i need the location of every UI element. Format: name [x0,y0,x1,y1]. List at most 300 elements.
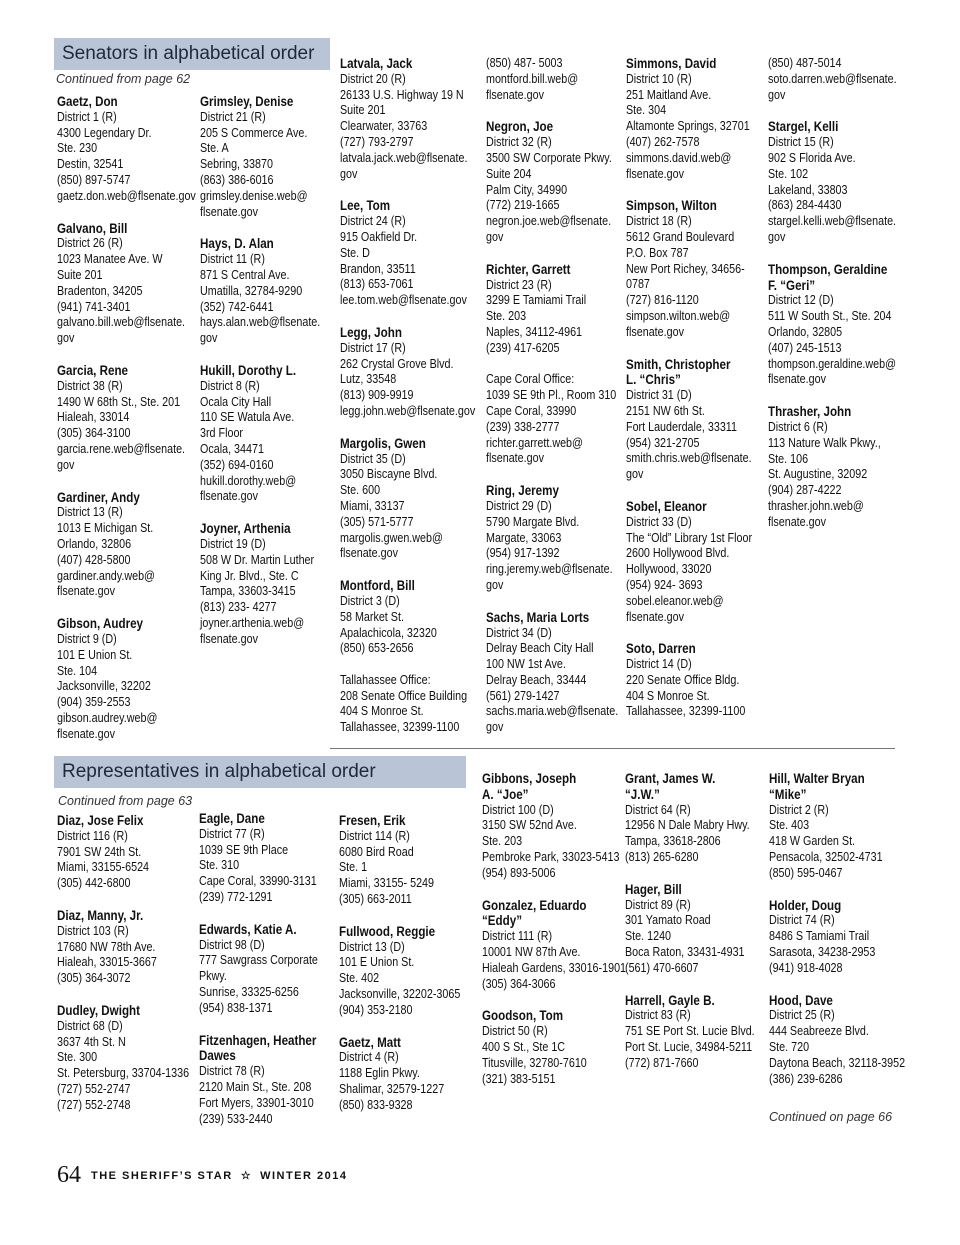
contact-line: 404 S Monroe St. [340,704,424,719]
representative-entry [199,1033,345,1128]
member-name: Smith, Christopher [626,356,731,372]
member-name: Goodson, Tom [482,1008,564,1024]
contact-line: 101 E Union St. [57,647,133,662]
senators-column-2 [200,94,348,664]
contact-line: flsenate.gov [200,204,258,219]
member-name: Gibson, Audrey [57,616,144,632]
contact-line: Pensacola, 32502-4731 [769,849,883,864]
contact-line: 205 S Commerce Ave. [200,125,308,140]
contact-line: 404 S Monroe St. [626,688,710,703]
contact-line: Cape Coral, 33990 [486,403,577,418]
senator-entry [626,357,772,483]
contact-line: District 4 (R) [339,1050,399,1065]
contact-line: gov [57,331,75,346]
member-name: Hays, D. Alan [200,236,274,252]
contact-line: District 17 (R) [340,340,406,355]
representative-entry [482,898,628,993]
email-text: joyner.arthenia.web@ [200,615,305,630]
contact-line: 26133 U.S. Highway 19 N [340,87,464,102]
contact-line: 902 S Florida Ave. [768,150,856,165]
contact-line: King Jr. Blvd., Ste. C [200,568,299,583]
contact-line: (561) 470-6607 [625,960,699,975]
contact-line: Ste. 403 [769,818,810,833]
senator-entry [486,262,632,467]
contact-line: District 1 (R) [57,109,117,124]
member-name: Hill, Walter Bryan [769,771,865,786]
contact-line: Ste. 203 [486,309,527,324]
contact-line: 262 Crystal Grove Blvd. [340,356,454,371]
contact-line: 301 Yamato Road [625,913,711,928]
contact-line: District 3 (D) [340,593,400,608]
magazine-title: THE SHERIFF’S STAR [91,1169,233,1182]
contact-line: (561) 279-1427 [486,688,560,703]
member-name: Hager, Bill [625,881,682,897]
email-text: thompson.geraldine.web@ [768,356,897,371]
contact-line: 2600 Hollywood Blvd. [626,546,730,561]
contact-line: 3050 Biscayne Blvd. [340,467,438,482]
contact-line: Cape Coral, 33990-3131 [199,874,317,889]
senator-entry [340,56,486,182]
member-name: Eagle, Dane [199,811,265,826]
contact-line: (954) 917-1392 [486,546,560,561]
email-text: hukill.dorothy.web@ [200,473,297,488]
contact-line: (850) 487-5014 [768,56,842,70]
member-name: Gaetz, Matt [339,1034,401,1050]
contact-line: 3637 4th St. N [57,1034,126,1049]
representative-entry [339,813,485,908]
contact-line: District 23 (R) [486,277,552,292]
representatives-column-5 [625,771,773,1088]
contact-line: 58 Market St. [340,609,404,624]
contact-line: Suite 201 [340,103,386,118]
contact-line: 1013 E Michigan St. [57,521,154,536]
contact-line: 2120 Main St., Ste. 208 [199,1079,312,1094]
senator-entry [57,363,203,474]
representatives-column-6 [769,771,917,1103]
representative-entry [625,771,771,866]
contact-line: Boca Raton, 33431-4931 [625,944,745,959]
contact-line: Altamonte Springs, 32701 [626,119,750,134]
contact-line: 7901 SW 24th St. [57,844,142,859]
member-name: Harrell, Gayle B. [625,992,715,1008]
contact-line: (850) 653-2656 [340,641,414,656]
contact-line: Sebring, 33870 [200,157,273,172]
page-footer [57,1162,348,1189]
contact-line: Lakeland, 33803 [768,182,848,197]
contact-line: 3500 SW Corporate Pkwy. [486,150,612,165]
contact-line: (239) 338-2777 [486,419,560,434]
email-text: negron.joe.web@flsenate. [486,214,612,229]
email-text: richter.garrett.web@ [486,435,583,450]
member-name: Holder, Doug [769,897,842,913]
contact-line: Hialeah, 33014 [57,410,130,425]
contact-line: (727) 816-1120 [626,293,699,308]
contact-line: Tallahassee, 32399-1100 [340,720,460,735]
contact-line: Hialeah Gardens, 33016-1901 [482,960,627,975]
email-text: thrasher.john.web@ [768,498,864,513]
member-name: Legg, John [340,324,402,340]
contact-line: Tallahassee, 32399-1100 [626,704,746,719]
member-name: Fresen, Erik [339,813,406,828]
representative-entry [769,771,915,882]
email-text: simmons.david.web@ [626,150,732,165]
representative-entry [199,922,345,1017]
contact-line: gov [340,166,358,181]
member-name: Soto, Darren [626,641,696,657]
contact-line: District 74 (R) [769,913,835,928]
contact-line: Apalachicola, 32320 [340,625,437,640]
contact-line: Ste. 1240 [625,929,672,944]
contact-line: Ste. 310 [199,858,240,873]
senator-entry [200,94,346,220]
contact-line: (352) 694-0160 [200,457,274,472]
contact-line: Ste. 106 [768,451,809,466]
contact-line: 508 W Dr. Martin Luther [200,552,315,567]
member-name: Fullwood, Reggie [339,923,436,939]
senator-entry [340,436,486,562]
contact-line: 251 Maitland Ave. [626,87,712,102]
contact-line: (954) 838-1371 [199,1000,273,1015]
member-name: Gaetz, Don [57,94,118,109]
senator-entry [200,521,346,647]
contact-line: 3150 SW 52nd Ave. [482,818,577,833]
representatives-column-1 [57,813,205,1130]
contact-line: (727) 552-2748 [57,1097,131,1112]
contact-line: gov [486,229,504,244]
senators-column-6 [768,56,916,547]
contact-line: 110 SE Watula Ave. [200,410,295,425]
contact-line: District 31 (D) [626,388,692,403]
contact-line: District 64 (R) [625,802,691,817]
contact-line: The “Old” Library 1st Floor [626,530,753,545]
contact-line: District 13 (R) [57,505,123,520]
contact-line: Suite 201 [57,267,103,282]
contact-line: (813) 909-9919 [340,388,414,403]
contact-line: District 114 (R) [339,828,410,843]
contact-line: Miami, 33155- 5249 [339,876,435,891]
contact-line: District 35 (D) [340,451,406,466]
contact-line: 3rd Floor [200,426,244,441]
contact-line: District 29 (D) [486,498,552,513]
contact-line: Ste. 203 [482,834,523,849]
senator-entry [486,56,632,103]
contact-line: flsenate.gov [57,584,115,599]
member-name: Edwards, Katie A. [199,921,297,937]
senators-column-5 [626,56,774,736]
contact-line: Port St. Lucie, 34984-5211 [625,1039,753,1054]
senator-entry [768,56,914,103]
contact-line: 511 W South St., Ste. 204 [768,309,892,324]
contact-line: Jacksonville, 32202-3065 [339,986,461,1001]
contact-line: 101 E Union St. [339,955,415,970]
contact-line: gov [57,457,75,472]
contact-line: (239) 772-1291 [199,889,273,904]
contact-line: Pkwy. [199,969,227,984]
contact-line: District 89 (R) [625,897,691,912]
email-text: hays.alan.web@flsenate. [200,315,321,330]
senator-entry [340,578,486,736]
contact-line: District 14 (D) [626,657,692,672]
contact-line: Destin, 32541 [57,157,124,172]
contact-line: flsenate.gov [626,609,684,624]
email-text: sobel.eleanor.web@ [626,593,724,608]
member-name: Gibbons, Joseph [482,771,577,786]
contact-line: 915 Oakfield Dr. [340,229,418,244]
member-name: Thompson, Geraldine [768,261,888,277]
contact-line: Ste. 304 [626,103,667,118]
contact-line: District 19 (D) [200,536,266,551]
representative-entry [769,993,915,1088]
member-name: Hukill, Dorothy L. [200,362,297,378]
contact-line: District 25 (R) [769,1008,835,1023]
contact-line: 17680 NW 78th Ave. [57,939,156,954]
contact-line: Margate, 33063 [486,530,562,545]
contact-line: (813) 265-6280 [625,849,699,864]
issue-label: WINTER 2014 [260,1169,348,1182]
representative-entry [482,1008,628,1087]
contact-line: flsenate.gov [340,546,398,561]
contact-line: Hialeah, 33015-3667 [57,955,157,970]
member-name: Simpson, Wilton [626,198,717,214]
contact-line: (407) 262-7578 [626,134,700,149]
contact-line: (305) 364-3066 [482,976,556,991]
contact-line: (305) 571-5777 [340,514,414,529]
member-name: Stargel, Kelli [768,119,839,135]
contact-line: gov [486,577,504,592]
contact-line: Fort Lauderdale, 33311 [626,419,737,434]
contact-line: 220 Senate Office Bldg. [626,672,740,687]
email-text: gibson.audrey.web@ [57,710,158,725]
contact-line: Delray Beach City Hall [486,641,594,656]
contact-line: 113 Nature Walk Pkwy., [768,435,881,450]
contact-line: (941) 918-4028 [769,960,843,975]
contact-line: Ste. D [340,245,370,260]
star-icon: ☆ [240,1170,253,1182]
member-name: Richter, Garrett [486,261,571,277]
representatives-continued-from: Continued from page 63 [58,794,193,808]
contact-line: 5612 Grand Boulevard [626,229,735,244]
contact-line: 10001 NW 87th Ave. [482,944,581,959]
contact-line: District 68 (D) [57,1018,123,1033]
contact-line: District 50 (R) [482,1024,548,1039]
contact-line: Clearwater, 33763 [340,119,428,134]
contact-line: (305) 364-3100 [57,426,131,441]
contact-line: 1023 Manatee Ave. W [57,252,163,267]
contact-line: (850) 487- 5003 [486,56,563,70]
contact-line: 400 S St., Ste 1C [482,1039,566,1054]
contact-line: (772) 219-1665 [486,198,560,213]
member-name: Grant, James W. [625,771,716,786]
contact-line: 751 SE Port St. Lucie Blvd. [625,1024,755,1039]
member-name: “Eddy” [482,913,523,929]
contact-line: District 6 (R) [768,419,828,434]
contact-line: (407) 245-1513 [768,340,842,355]
contact-line: P.O. Box 787 [626,245,689,260]
contact-line: District 111 (R) [482,929,553,944]
senator-entry [57,94,203,205]
senator-entry [626,641,772,720]
representatives-column-3 [339,813,487,1130]
representative-entry [339,924,485,1019]
contact-line: Ste. 600 [340,483,381,498]
contact-line: Sarasota, 34238-2953 [769,944,876,959]
contact-line: Ocala City Hall [200,394,272,409]
contact-line: (904) 353-2180 [339,1002,413,1017]
contact-line: District 83 (R) [625,1008,691,1023]
senator-entry [768,119,914,245]
senator-entry [486,483,632,594]
contact-line: Naples, 34112-4961 [486,324,583,339]
contact-line: Lutz, 33548 [340,372,397,387]
contact-line: Ste. 230 [57,141,98,156]
contact-line: District 24 (R) [340,214,406,229]
representative-entry [625,882,771,977]
contact-line: Delray Beach, 33444 [486,672,587,687]
contact-line: 12956 N Dale Mabry Hwy. [625,818,750,833]
member-name: Fitzenhagen, Heather [199,1032,317,1048]
email-text: galvano.bill.web@flsenate. [57,315,186,330]
contact-line: 100 NW 1st Ave. [486,657,566,672]
senator-entry [340,325,486,420]
contact-line: 3299 E Tamiami Trail [486,293,587,308]
member-name: Hood, Dave [769,992,833,1008]
contact-line: (239) 417-6205 [486,340,560,355]
contact-line: (863) 284-4430 [768,198,842,213]
member-name: Ring, Jeremy [486,483,559,499]
contact-line: Titusville, 32780-7610 [482,1055,587,1070]
contact-line: 8486 S Tamiami Trail [769,929,870,944]
member-name: Gonzalez, Eduardo [482,897,587,913]
contact-line: flsenate.gov [200,489,258,504]
representative-entry [769,898,915,977]
contact-line: Tampa, 33603-3415 [200,584,296,599]
contact-line: St. Augustine, 32092 [768,467,868,482]
contact-line: Fort Myers, 33901-3010 [199,1095,314,1110]
contact-line: Brandon, 33511 [340,261,416,276]
page-number: 64 [57,1162,81,1188]
contact-line: (954) 924- 3693 [626,577,703,592]
senator-entry [626,499,772,625]
member-name: Thrasher, John [768,404,852,420]
member-name: Sobel, Eleanor [626,498,707,514]
senator-entry [626,198,772,340]
member-name: Grimsley, Denise [200,94,294,109]
contact-line: 4300 Legendary Dr. [57,125,152,140]
contact-line: District 18 (R) [626,214,692,229]
contact-line: Orlando, 32806 [57,536,132,551]
member-name: F. “Geri” [768,277,816,293]
contact-line: gov [486,720,504,735]
senators-header: Senators in alphabetical order [54,38,330,70]
contact-line: District 103 (R) [57,923,129,938]
contact-line: 1039 SE 9th Place [199,842,289,857]
representative-entry [625,993,771,1072]
contact-line: District 2 (R) [769,802,829,817]
contact-line: 208 Senate Office Building [340,688,468,703]
contact-line: (386) 239-6286 [769,1071,843,1086]
member-name: Diaz, Manny, Jr. [57,907,144,923]
contact-line: Ste. 300 [57,1050,98,1065]
contact-line: District 21 (R) [200,109,266,124]
senators-continued-from: Continued from page 62 [56,72,191,86]
contact-line: New Port Richey, 34656- [626,261,745,276]
contact-line: Sunrise, 33325-6256 [199,984,299,999]
email-text: gardiner.andy.web@ [57,568,155,583]
member-name: “J.W.” [625,786,660,802]
contact-line: (904) 359-2553 [57,695,131,710]
contact-line: flsenate.gov [626,324,684,339]
senator-entry [200,236,346,347]
contact-line: (352) 742-6441 [200,299,274,314]
representative-entry [199,811,345,906]
contact-line: District 33 (D) [626,514,692,529]
representative-entry [57,908,203,987]
email-text: legg.john.web@flsenate.gov [340,403,476,418]
contact-line: Cape Coral Office: [486,372,575,387]
email-text: gaetz.don.web@flsenate.gov [57,188,196,203]
contact-line: Orlando, 32805 [768,324,843,339]
member-name: Garcia, Rene [57,362,128,378]
email-text: grimsley.denise.web@ [200,188,308,203]
contact-line: Miami, 33155-6524 [57,860,150,875]
contact-line: 2151 NW 6th St. [626,403,705,418]
contact-line: Jacksonville, 32202 [57,679,151,694]
member-name: Gardiner, Andy [57,489,140,505]
email-text: latvala.jack.web@flsenate. [340,150,468,165]
contact-line: (305) 663-2011 [339,891,412,906]
contact-line: 1039 SE 9th Pl., Room 310 [486,388,617,403]
section-divider [330,748,895,749]
contact-line: District 98 (D) [199,937,265,952]
contact-line: (772) 871-7660 [625,1055,699,1070]
senators-column-3 [340,56,488,752]
contact-line: St. Petersburg, 33704-1336 [57,1066,190,1081]
contact-line: (850) 833-9328 [339,1097,413,1112]
contact-line: District 10 (R) [626,71,692,86]
contact-line: (850) 595-0467 [769,865,843,880]
contact-line: (904) 287-4222 [768,483,842,498]
contact-line: (813) 233- 4277 [200,600,277,615]
contact-line: District 15 (R) [768,135,834,150]
representatives-column-2 [199,811,347,1143]
email-text: sachs.maria.web@flsenate. [486,704,619,719]
contact-line: Palm City, 34990 [486,182,568,197]
member-name: Simmons, David [626,56,717,71]
member-name: Galvano, Bill [57,220,128,236]
contact-line: flsenate.gov [486,451,544,466]
email-text: montford.bill.web@ [486,71,579,86]
contact-line: District 32 (R) [486,135,552,150]
contact-line: Umatilla, 32784-9290 [200,283,303,298]
contact-line: District 13 (D) [339,939,405,954]
contact-line: Ste. 402 [339,971,380,986]
contact-line: Ste. 1 [339,860,368,875]
member-name: Joyner, Arthenia [200,521,291,537]
member-name: Montford, Bill [340,578,415,594]
contact-line: (305) 442-6800 [57,876,131,891]
email-text: margolis.gwen.web@ [340,530,443,545]
contact-line: Tampa, 33618-2806 [625,834,721,849]
contact-line: 871 S Central Ave. [200,267,290,282]
contact-line: (407) 428-5800 [57,552,131,567]
member-name: L. “Chris” [626,372,681,388]
contact-line: District 8 (R) [200,378,260,393]
contact-line: District 116 (R) [57,828,128,843]
contact-line: (321) 383-5151 [482,1071,556,1086]
contact-line: (239) 533-2440 [199,1111,273,1126]
contact-line: (813) 653-7061 [340,277,414,292]
member-name: Diaz, Jose Felix [57,813,144,828]
